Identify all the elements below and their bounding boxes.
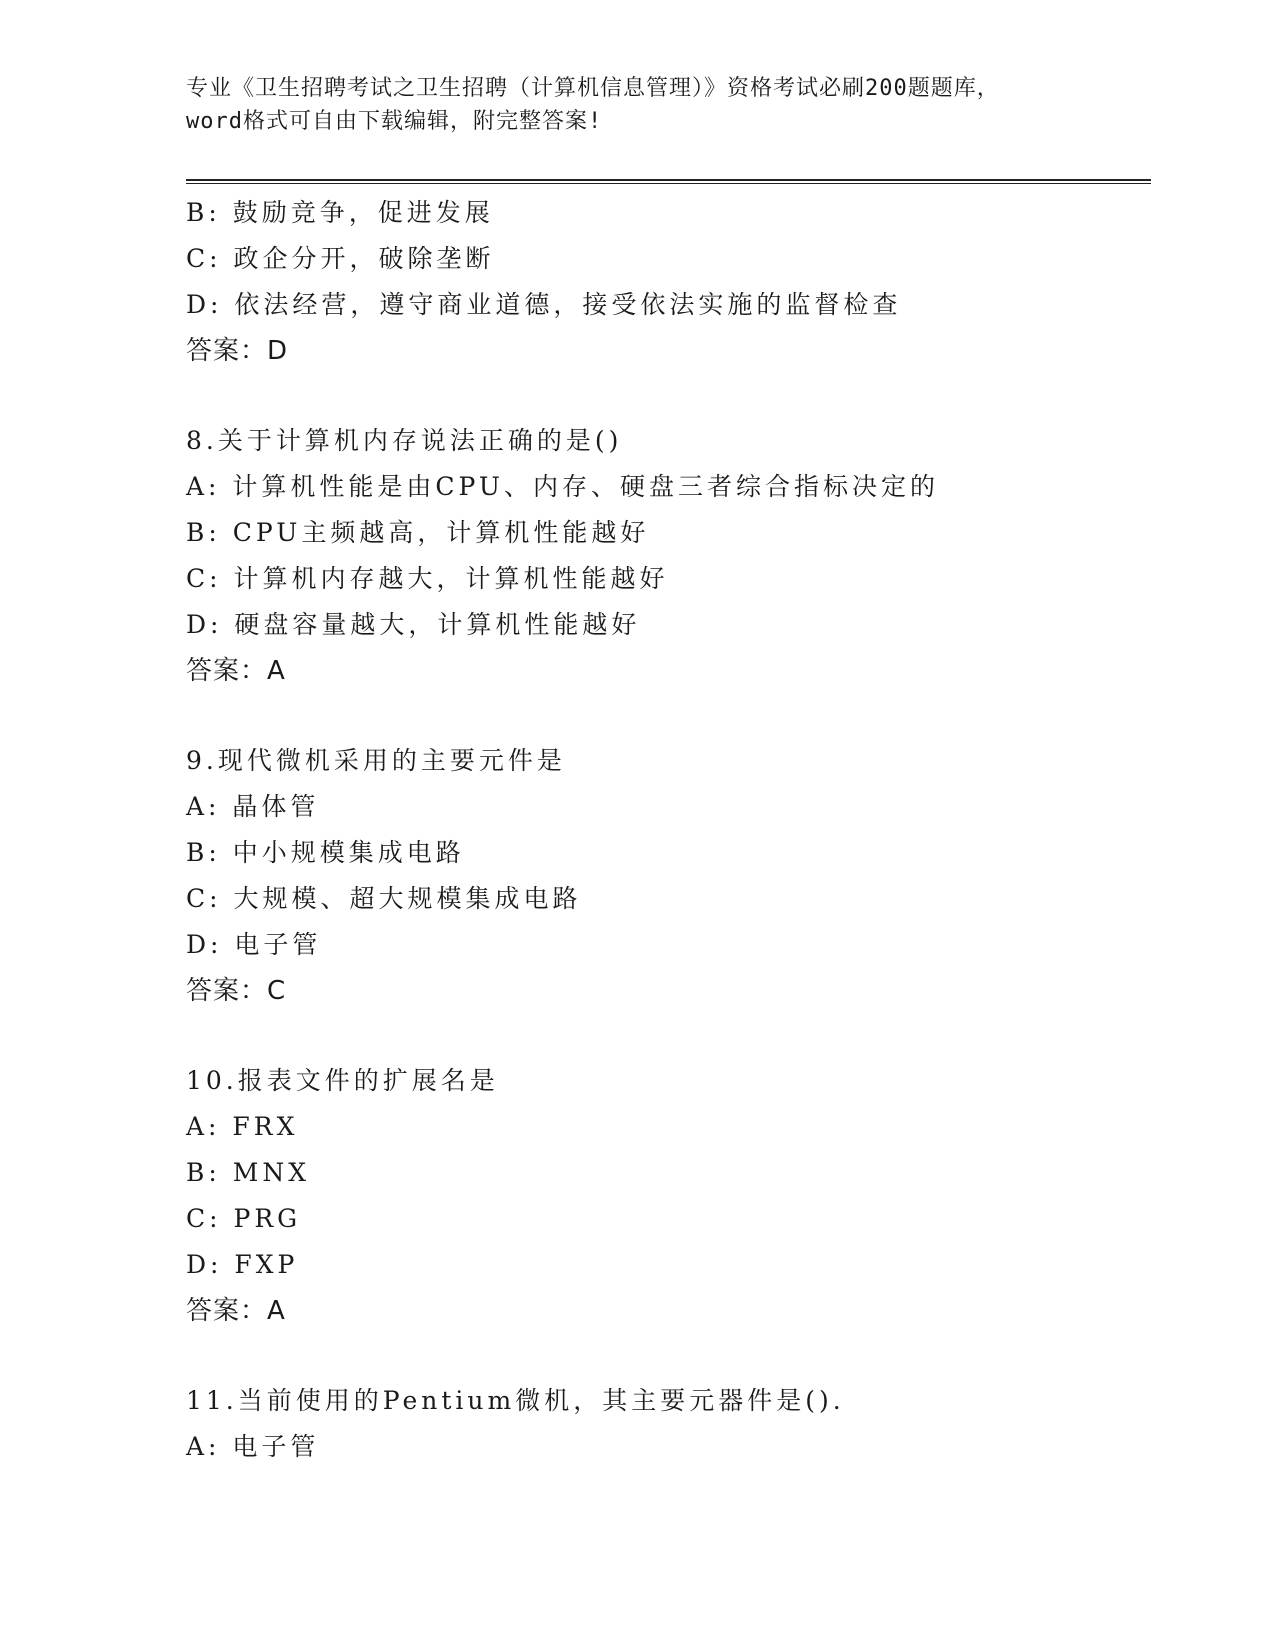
option-c: C: 政企分开，破除垄断 [186, 244, 495, 273]
question-block-10 [186, 1058, 1146, 1334]
option-b: B: MNX [186, 1158, 311, 1187]
question-block-9 [186, 738, 1146, 1014]
option-d: D: FXP [186, 1250, 299, 1279]
option-b: B: 鼓励竞争，促进发展 [186, 198, 494, 227]
header-line-2: word格式可自由下载编辑，附完整答案! [186, 109, 603, 134]
answer-line: 答案：D [186, 336, 289, 366]
option-d: D: 依法经营，遵守商业道德，接受依法实施的监督检查 [186, 290, 902, 319]
question-block-8 [186, 418, 1146, 694]
option-a: A: FRX [186, 1112, 299, 1141]
option-d: D: 电子管 [186, 930, 322, 959]
question-text: 10.报表文件的扩展名是 [186, 1066, 499, 1095]
option-a: A: 计算机性能是由CPU、内存、硬盘三者综合指标决定的 [186, 472, 940, 501]
question-text: 8.关于计算机内存说法正确的是() [186, 426, 623, 455]
document-header [186, 72, 1086, 138]
answer-line: 答案：A [186, 656, 286, 686]
option-b: B: 中小规模集成电路 [186, 838, 465, 867]
option-a: A: 电子管 [186, 1432, 320, 1461]
option-c: C: PRG [186, 1204, 302, 1233]
question-block-7 [186, 190, 1146, 374]
question-list [186, 190, 1146, 1514]
option-c: C: 计算机内存越大，计算机性能越好 [186, 564, 669, 593]
question-text: 11.当前使用的Pentium微机，其主要元器件是(). [186, 1386, 845, 1415]
answer-line: 答案：C [186, 976, 287, 1006]
option-d: D: 硬盘容量越大，计算机性能越好 [186, 610, 641, 639]
question-text: 9.现代微机采用的主要元件是 [186, 746, 566, 775]
option-b: B: CPU主频越高，计算机性能越好 [186, 518, 650, 547]
answer-line: 答案：A [186, 1296, 286, 1326]
header-divider [186, 179, 1151, 184]
question-block-11 [186, 1378, 1146, 1470]
option-c: C: 大规模、超大规模集成电路 [186, 884, 582, 913]
option-a: A: 晶体管 [186, 792, 320, 821]
header-line-1: 专业《卫生招聘考试之卫生招聘（计算机信息管理）》资格考试必刷200题题库， [186, 76, 1000, 101]
